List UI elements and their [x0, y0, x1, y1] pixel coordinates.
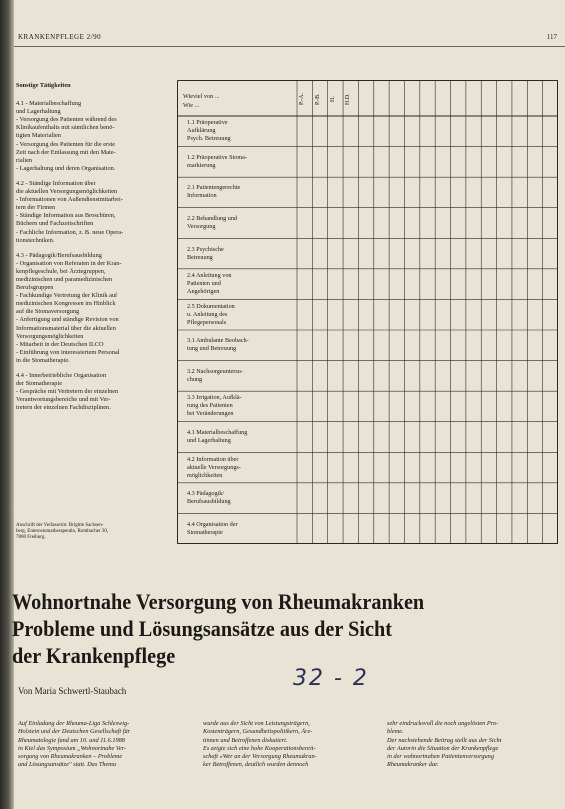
text-line: Informationsmaterial über die aktuellen — [16, 324, 116, 332]
text-line: medizinischen und paramedizinischen — [16, 275, 113, 283]
text-line: - Lagerhaltung und deren Organisation. — [16, 164, 116, 172]
text-line: - Mitarbeit in der Deutschen ILCO — [16, 340, 104, 348]
text-line: 4.3 - Pädagogik/Berufsausbildung — [16, 251, 102, 259]
row-label-line: Versorgung — [187, 223, 216, 230]
text-line: Büchern und Fachzeitschriften — [16, 220, 94, 228]
text-line: Berufsgruppen — [16, 284, 54, 292]
row-label-line: 1.1 Präoperative — [187, 119, 228, 127]
text-section — [16, 252, 170, 365]
column-header: P.-A. — [299, 93, 306, 106]
article-text-line: tinnen und Betroffenen diskutiert. — [203, 736, 288, 744]
text-line: und Lagerhaltung — [16, 108, 61, 116]
row-label-line: u. Anleitung des — [187, 310, 228, 318]
text-line: medizinischen Kongressen im Hinblick — [16, 300, 116, 308]
text-line: 4.1 - Materialbeschaffung — [16, 100, 82, 108]
text-section — [16, 180, 170, 245]
header-rule — [14, 46, 565, 47]
article-text-column — [203, 720, 317, 770]
row-label-line: tung und Betreuung — [187, 345, 237, 353]
article-text-line: Kostenträgern, Gesundheitspolitikern, Ärz- — [203, 728, 313, 736]
table-row-label — [187, 215, 287, 231]
row-label-line: Patienten und — [187, 280, 221, 288]
column-header: H. — [329, 96, 336, 102]
table-row-label — [187, 521, 287, 537]
row-label-line: Berufsausbildung — [187, 498, 231, 506]
article-text-column — [18, 720, 130, 770]
row-label-line: 3.1 Ambulante Beobach- — [187, 337, 249, 345]
text-line: - Fachkundige Vertretung der Klinik auf — [16, 292, 118, 300]
row-label-line: Psych. Betreuung — [187, 135, 231, 143]
table-row-label — [187, 337, 287, 353]
article-text-line: Es zeigte sich eine hohe Kooperationsbereit- — [203, 744, 316, 752]
article-text-line: wurde aus der Sicht von Leistungsträgern, — [203, 720, 310, 727]
row-label-line: rung des Patienten — [187, 402, 233, 410]
article-text-line: schaft «Wer an der Versorgung Rheumakran- — [203, 753, 317, 761]
article-text-line: Rheumakranker dar. — [387, 761, 439, 769]
text-section — [16, 372, 170, 412]
table-row-label — [187, 456, 287, 480]
row-label-line: 3.3 Irrigation, Aufklä- — [187, 394, 242, 402]
article-text-line: ker Betroffenen, deutlich wurden dennoch — [203, 761, 309, 769]
text-line: Zeit nach der Entlassung mit den Mate- — [16, 148, 116, 156]
article-author: Von Maria Schwertl-Staubach — [18, 686, 127, 696]
handwritten-annotation: 32 - 2 — [293, 666, 369, 691]
text-line: - Anfertigung und ständige Revision von — [16, 316, 119, 324]
row-label-line: 3.2 Nachsorgeuntersu- — [187, 367, 243, 375]
article-text-line: in der wohnortnahen Patientenversorgung — [387, 753, 494, 761]
article-text-column — [387, 720, 501, 770]
title-line: der Krankenpflege — [12, 643, 176, 668]
evaluation-table — [177, 80, 558, 544]
row-label-line: 4.3 Pädagogik/ — [187, 490, 225, 498]
text-line: tern der Firmen — [16, 204, 56, 212]
text-line: 4.4 - Innerbetriebliche Organisation — [16, 372, 107, 379]
row-label-line: 4.2 Information über — [187, 455, 239, 463]
row-label-line: Information — [187, 192, 217, 200]
article-text-line: Der nachstehende Beitrag stellt aus der Sicht — [387, 736, 502, 744]
section-heading: Sonstige Tätigkeiten — [16, 82, 71, 89]
page-number: 117 — [546, 33, 557, 41]
text-line: - Versorgung des Patienten während des — [16, 116, 117, 124]
article-text-line: und Lösungsansätze" statt. Das Thema — [18, 761, 116, 769]
row-label-line: Angehörigen — [187, 288, 220, 296]
article-text-line: Auf Einladung der Rheuma-Liga Schleswig- — [18, 720, 130, 727]
row-label-line: Stomatherapie — [187, 528, 223, 536]
row-label-line: markierung — [187, 161, 216, 169]
article-text-line: Rheumatologie fand am 10. und 11.6.1988 — [18, 736, 125, 744]
table-row-label — [187, 184, 287, 200]
column-header: P.-B. — [314, 93, 321, 105]
text-line: Versorgungsmöglichkeiten — [16, 332, 84, 340]
text-line: rialien — [16, 156, 33, 164]
text-section — [16, 100, 170, 173]
text-line: kenpflegeschule, bei Ärztegruppen, — [16, 267, 106, 275]
row-label-line: Pflegepersonals — [187, 318, 227, 326]
article-text-line: sehr eindrucksvoll die noch ungelösten Pro- — [387, 720, 499, 727]
row-label-line: 2.1 Patientengerechte — [187, 184, 241, 192]
title-line: Wohnortnahe Versorgung von Rheumakranken — [12, 589, 425, 614]
row-label-line: möglichkeiten — [187, 471, 223, 479]
table-row-label — [187, 429, 287, 445]
article-text-line: der Autorin die Situation der Krankenpflege — [387, 744, 499, 752]
row-label-line: 4.4 Organisation der — [187, 520, 238, 528]
title-line: Probleme und Lösungsansätze aus der Sicht — [12, 616, 392, 641]
left-text-column — [16, 82, 170, 419]
footnote-line: Anschrift der Verfasserin: Brigitte Sachsen- — [16, 523, 104, 528]
text-line: tretern der einzelnen Fachdisziplinen. — [16, 404, 111, 412]
row-label-line: 2.3 Psychische — [187, 245, 224, 253]
article-text-line: sorgung von Rheumakranken – Probleme — [18, 753, 123, 761]
text-line: - Fachliche Information, z. B. neue Opera- — [16, 228, 124, 236]
row-label-line: und Lagerhaltung — [187, 437, 231, 444]
row-label-line: Aufklärung — [187, 127, 216, 135]
row-label-line: 2.4 Anleitung von — [187, 272, 232, 280]
text-line: 4.2 - Ständige Information über — [16, 179, 96, 187]
text-line: - Gespräche mit Vertretern der einzelnen — [16, 388, 119, 396]
text-line: der Stomatherapie — [16, 380, 62, 388]
row-label-line: 2.5 Dokumentation — [187, 302, 235, 310]
row-label-line: bei Veränderungen — [187, 410, 234, 418]
row-label-line: chung — [187, 375, 203, 383]
article-title — [12, 588, 509, 669]
table-header-main: Wieviel von ... — [183, 93, 220, 100]
footnote-line: 7800 Freiburg. — [16, 535, 46, 540]
text-line: tigten Materialien — [16, 132, 61, 140]
table-row-label — [187, 119, 287, 143]
table-row-label — [187, 394, 287, 418]
text-line: - Einführung von interessiertem Personal — [16, 348, 120, 356]
table-row-label — [187, 154, 287, 170]
footnote-line: berg, Enterostomatherapeutin, Rombacher 30, — [16, 529, 109, 534]
row-label-line: 4.1 Materialbeschaffung — [187, 429, 248, 436]
text-line: - Ständige Information aus Broschüren, — [16, 212, 116, 220]
text-line: - Informationen von Außendienstmitarbei- — [16, 196, 123, 204]
row-label-line: aktuelle Versorgungs- — [187, 463, 241, 471]
row-label-line: 1.2 Präoperative Stoma- — [187, 153, 247, 161]
text-line: tionstechniken. — [16, 236, 55, 244]
text-line: Verantwortungsbereiche und mit Ver- — [16, 396, 111, 404]
text-line: in die Stomatherapie. — [16, 356, 70, 364]
table-row-label — [187, 490, 287, 506]
book-binding-shadow — [0, 0, 14, 809]
article-text-line: in Kiel das Symposium „Wohnortnahe Ver- — [18, 744, 127, 752]
row-label-line: 2.2 Behandlung und — [187, 215, 238, 222]
text-line: die aktuellen Versorgungsmöglichkeiten — [16, 188, 118, 196]
table-header-sub: Wie ... — [183, 102, 200, 109]
text-line: Klinikaufenthalts mit sämtlichen benö- — [16, 124, 115, 132]
author-footnote — [16, 523, 170, 541]
table-row-label — [187, 368, 287, 384]
article-text-line: bleme. — [387, 728, 404, 736]
row-label-line: Betreuung — [187, 253, 213, 261]
text-line: - Organisation von Referaten in der Kran- — [16, 259, 122, 267]
running-header — [14, 30, 565, 46]
journal-name: KRANKENPFLEGE 2/90 — [18, 33, 102, 41]
table-row-label — [187, 272, 287, 296]
text-line: - Versorgung des Patienten für die erste — [16, 140, 116, 148]
article-text-line: Holstein und der Deutschen Gesellschaft für — [18, 728, 131, 736]
text-line: auf die Stomaversorgung — [16, 308, 80, 316]
table-row-label — [187, 246, 287, 262]
column-header: H.D. — [345, 93, 352, 105]
table-row-label — [187, 303, 287, 327]
